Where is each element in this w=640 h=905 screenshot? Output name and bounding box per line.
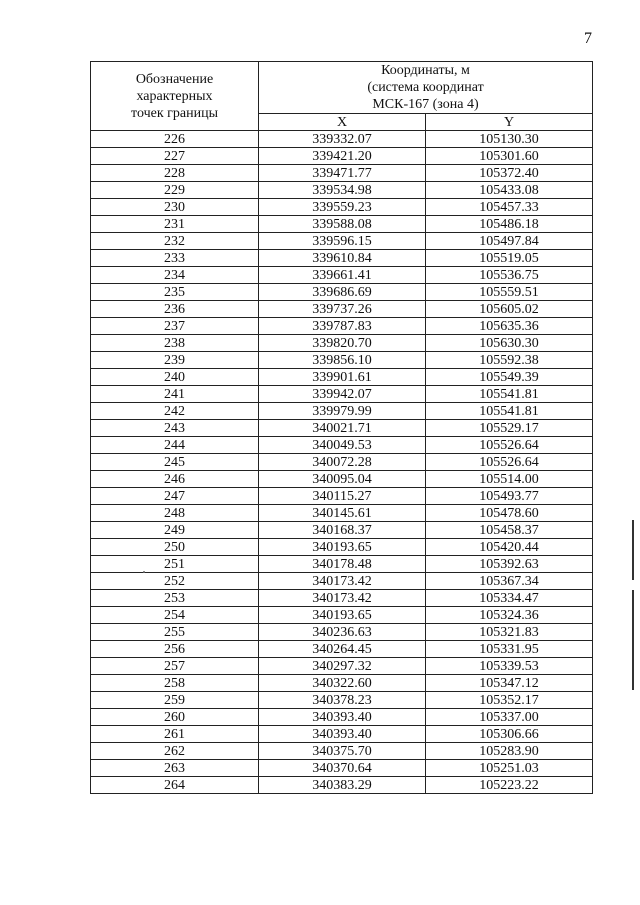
- header-line: (система координат: [367, 80, 484, 95]
- point-cell: 238: [91, 335, 259, 352]
- x-cell: 339942.07: [259, 386, 426, 403]
- point-cell: 234: [91, 267, 259, 284]
- x-cell: 339820.70: [259, 335, 426, 352]
- x-cell: 340145.61: [259, 505, 426, 522]
- point-cell: 250: [91, 539, 259, 556]
- point-cell: 235: [91, 284, 259, 301]
- table-row: [91, 284, 593, 301]
- x-cell: 339787.83: [259, 318, 426, 335]
- table-row: [91, 165, 593, 182]
- table-row: [91, 471, 593, 488]
- table-row: [91, 267, 593, 284]
- point-cell: 233: [91, 250, 259, 267]
- point-cell: 263: [91, 760, 259, 777]
- y-cell: 105478.60: [426, 505, 593, 522]
- table-row: [91, 437, 593, 454]
- table-row: [91, 692, 593, 709]
- table-row: [91, 539, 593, 556]
- y-cell: 105321.83: [426, 624, 593, 641]
- point-cell: 230: [91, 199, 259, 216]
- point-cell: 261: [91, 726, 259, 743]
- x-cell: 340375.70: [259, 743, 426, 760]
- x-column-header: X: [259, 114, 426, 131]
- y-cell: 105536.75: [426, 267, 593, 284]
- y-cell: 105541.81: [426, 403, 593, 420]
- point-cell: 257: [91, 658, 259, 675]
- table-row: [91, 488, 593, 505]
- point-cell: 226: [91, 131, 259, 148]
- y-cell: 105372.40: [426, 165, 593, 182]
- y-cell: 105541.81: [426, 386, 593, 403]
- table-row: [91, 556, 593, 573]
- table-row: [91, 726, 593, 743]
- point-designation-header: [91, 62, 259, 131]
- x-cell: 340173.42: [259, 573, 426, 590]
- x-cell: 339471.77: [259, 165, 426, 182]
- point-cell: 248: [91, 505, 259, 522]
- table-row: [91, 131, 593, 148]
- point-cell: 255: [91, 624, 259, 641]
- y-cell: 105526.64: [426, 454, 593, 471]
- table-row: [91, 709, 593, 726]
- table-row: [91, 199, 593, 216]
- table-row: [91, 624, 593, 641]
- y-cell: 105605.02: [426, 301, 593, 318]
- x-cell: 339534.98: [259, 182, 426, 199]
- table-row: [91, 352, 593, 369]
- y-cell: 105337.00: [426, 709, 593, 726]
- table-row: [91, 675, 593, 692]
- header-line: точек границы: [131, 105, 218, 121]
- table-row: [91, 454, 593, 471]
- point-cell: 260: [91, 709, 259, 726]
- point-cell: 239: [91, 352, 259, 369]
- table-row: [91, 573, 593, 590]
- x-cell: 340393.40: [259, 726, 426, 743]
- point-cell: 245: [91, 454, 259, 471]
- x-cell: 340168.37: [259, 522, 426, 539]
- x-cell: 340370.64: [259, 760, 426, 777]
- x-cell: 339901.61: [259, 369, 426, 386]
- point-cell: 244: [91, 437, 259, 454]
- y-cell: 105486.18: [426, 216, 593, 233]
- table-header: [91, 62, 593, 131]
- y-cell: 105420.44: [426, 539, 593, 556]
- x-cell: 339737.26: [259, 301, 426, 318]
- x-cell: 340378.23: [259, 692, 426, 709]
- table-row: [91, 658, 593, 675]
- x-cell: 339661.41: [259, 267, 426, 284]
- point-cell: 240: [91, 369, 259, 386]
- point-cell: 237: [91, 318, 259, 335]
- x-cell: 340393.40: [259, 709, 426, 726]
- x-cell: 340095.04: [259, 471, 426, 488]
- y-cell: 105324.36: [426, 607, 593, 624]
- x-cell: 340115.27: [259, 488, 426, 505]
- y-cell: 105457.33: [426, 199, 593, 216]
- y-cell: 105223.22: [426, 777, 593, 794]
- table-row: [91, 505, 593, 522]
- x-cell: 339610.84: [259, 250, 426, 267]
- margin-mark: [632, 590, 634, 690]
- point-cell: 259: [91, 692, 259, 709]
- table-row: [91, 420, 593, 437]
- y-cell: 105301.60: [426, 148, 593, 165]
- point-cell: 262: [91, 743, 259, 760]
- point-cell: 258: [91, 675, 259, 692]
- point-cell: 251: [91, 556, 259, 573]
- table-row: [91, 216, 593, 233]
- x-cell: 339686.69: [259, 284, 426, 301]
- point-cell: 252: [91, 573, 259, 590]
- x-cell: 339856.10: [259, 352, 426, 369]
- table-row: [91, 590, 593, 607]
- table-row: [91, 403, 593, 420]
- table-row: [91, 760, 593, 777]
- point-cell: 227: [91, 148, 259, 165]
- x-cell: 339588.08: [259, 216, 426, 233]
- table-row: [91, 148, 593, 165]
- x-cell: 340264.45: [259, 641, 426, 658]
- point-cell: 243: [91, 420, 259, 437]
- point-cell: 253: [91, 590, 259, 607]
- header-line: Координаты, м: [381, 63, 470, 78]
- y-cell: 105130.30: [426, 131, 593, 148]
- y-cell: 105331.95: [426, 641, 593, 658]
- table-row: [91, 369, 593, 386]
- table-row: [91, 743, 593, 760]
- x-cell: 340193.65: [259, 607, 426, 624]
- point-cell: 246: [91, 471, 259, 488]
- x-cell: 340173.42: [259, 590, 426, 607]
- table-row: [91, 301, 593, 318]
- x-cell: 340322.60: [259, 675, 426, 692]
- table-row: [91, 233, 593, 250]
- y-cell: 105519.05: [426, 250, 593, 267]
- y-cell: 105433.08: [426, 182, 593, 199]
- y-cell: 105458.37: [426, 522, 593, 539]
- point-cell: 254: [91, 607, 259, 624]
- point-cell: 264: [91, 777, 259, 794]
- coordinates-header: [259, 62, 593, 114]
- table-row: [91, 250, 593, 267]
- y-cell: 105497.84: [426, 233, 593, 250]
- y-cell: 105529.17: [426, 420, 593, 437]
- table-row: [91, 386, 593, 403]
- y-cell: 105549.39: [426, 369, 593, 386]
- y-cell: 105283.90: [426, 743, 593, 760]
- table-row: [91, 522, 593, 539]
- point-cell: 228: [91, 165, 259, 182]
- x-cell: 339332.07: [259, 131, 426, 148]
- point-cell: 249: [91, 522, 259, 539]
- y-cell: 105339.53: [426, 658, 593, 675]
- x-cell: 340049.53: [259, 437, 426, 454]
- point-cell: 242: [91, 403, 259, 420]
- x-cell: 339979.99: [259, 403, 426, 420]
- y-cell: 105392.63: [426, 556, 593, 573]
- table-body: [91, 131, 593, 794]
- y-cell: 105630.30: [426, 335, 593, 352]
- x-cell: 340193.65: [259, 539, 426, 556]
- page-number: 7: [584, 30, 592, 47]
- header-line: характерных: [136, 88, 213, 104]
- point-cell: 229: [91, 182, 259, 199]
- table-row: [91, 335, 593, 352]
- y-cell: 105559.51: [426, 284, 593, 301]
- point-cell: 247: [91, 488, 259, 505]
- x-cell: 340072.28: [259, 454, 426, 471]
- point-cell: 256: [91, 641, 259, 658]
- table-row: [91, 318, 593, 335]
- table-row: [91, 182, 593, 199]
- y-cell: 105526.64: [426, 437, 593, 454]
- table-row: [91, 607, 593, 624]
- header-line: МСК-167 (зона 4): [372, 97, 479, 112]
- x-cell: 339559.23: [259, 199, 426, 216]
- scan-speck: [143, 571, 145, 573]
- y-cell: 105367.34: [426, 573, 593, 590]
- y-cell: 105493.77: [426, 488, 593, 505]
- header-line: Обозначение: [135, 71, 214, 87]
- x-cell: 339421.20: [259, 148, 426, 165]
- x-cell: 340236.63: [259, 624, 426, 641]
- y-column-header: Y: [426, 114, 593, 131]
- point-cell: 241: [91, 386, 259, 403]
- y-cell: 105347.12: [426, 675, 593, 692]
- y-cell: 105514.00: [426, 471, 593, 488]
- y-cell: 105306.66: [426, 726, 593, 743]
- x-cell: 340297.32: [259, 658, 426, 675]
- y-cell: 105592.38: [426, 352, 593, 369]
- coordinates-table: [90, 61, 593, 794]
- y-cell: 105251.03: [426, 760, 593, 777]
- table-row: [91, 641, 593, 658]
- point-cell: 232: [91, 233, 259, 250]
- x-cell: 340021.71: [259, 420, 426, 437]
- table-row: [91, 777, 593, 794]
- x-cell: 340383.29: [259, 777, 426, 794]
- x-cell: 339596.15: [259, 233, 426, 250]
- y-cell: 105334.47: [426, 590, 593, 607]
- y-cell: 105635.36: [426, 318, 593, 335]
- point-cell: 231: [91, 216, 259, 233]
- x-cell: 340178.48: [259, 556, 426, 573]
- y-cell: 105352.17: [426, 692, 593, 709]
- margin-mark: [632, 520, 634, 580]
- point-cell: 236: [91, 301, 259, 318]
